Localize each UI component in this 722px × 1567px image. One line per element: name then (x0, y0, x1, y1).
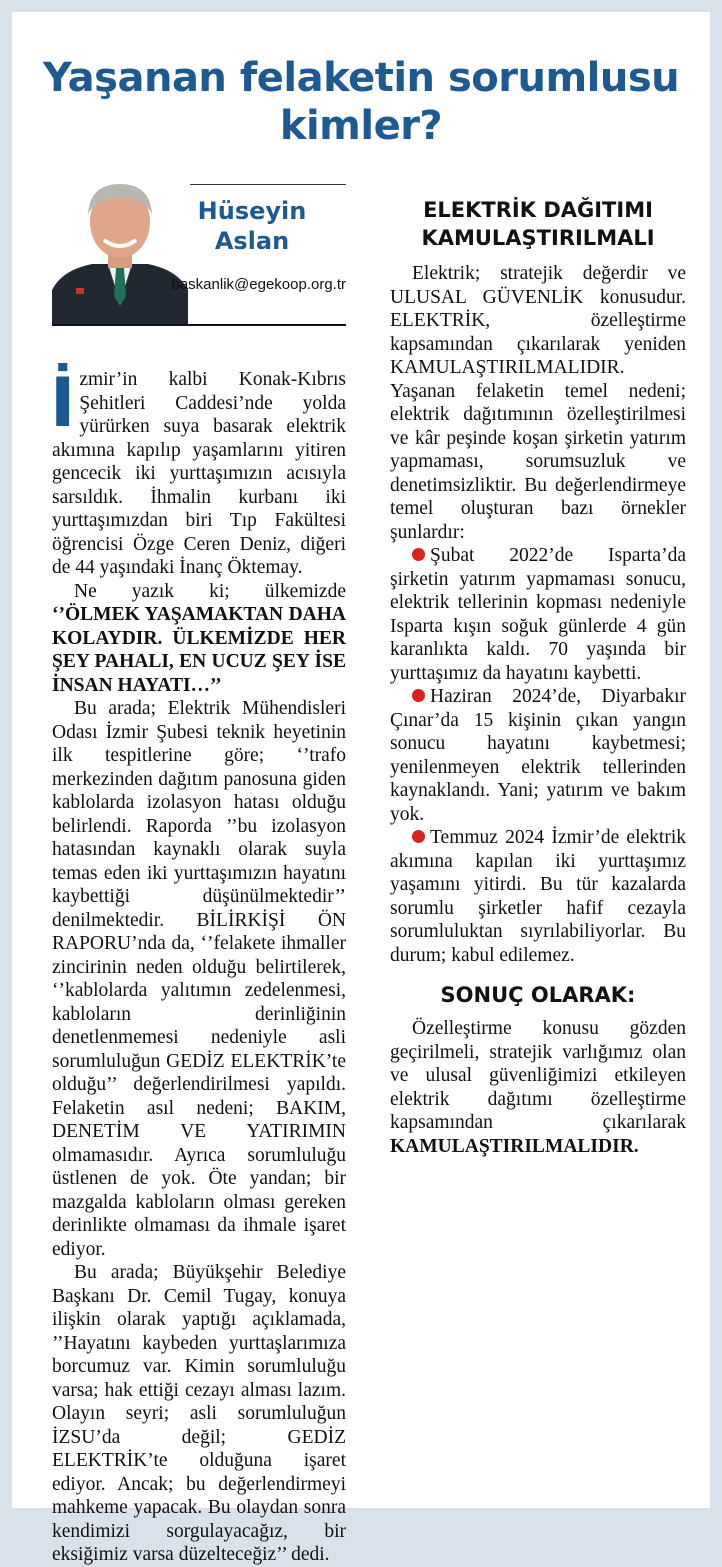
section-1-paragraph: Elektrik; stratejik değerdir ve ULUSAL GÜVENLİK konusudur. ELEKTRİK, özelleştirme kapsamından çıkarılarak yeniden KAMULAŞTIRILMALIDIR. Yaşanan felaketin temel nedeni; elektrik dağıtımının özelleştirilmesi ve kâr peşinde koşan şirketin yatırım yapmaması, sorumsuzluk ve denetimsizliktir. Bu değerlendirmeye temel oluşturan bazı örnekler şunlardır: (390, 263, 686, 543)
column-left (50, 364, 346, 1567)
paragraph-4: Bu arada; Büyükşehir Belediye Başkanı Dr. Cemil Tugay, konuya ilişkin olarak yaptığı açıklamada, ’’Hayatını kaybeden yurttaşlarımıza borcumuz var. Kimin sorumluluğu varsa; hak ettiği cezayı alması lazım. Olayın seyri; asli sorumluluğun İZSU’da değil; GEDİZ ELEKTRİK’te olduğuna işaret ediyor. Ancak; bu değerlendirmeyi mahkeme yapacak. Bu olaydan sonra kendimizi sorgulayacağız, bir eksiğimiz varsa düzelteceğiz’’ dedi. (52, 1262, 346, 1565)
author-name: Hüseyin Aslan (197, 197, 307, 255)
author-email: baskanlik@egekoop.org.tr (171, 276, 346, 293)
paragraph-2 (52, 580, 346, 698)
bullet-item (390, 685, 686, 826)
bullet-item (390, 826, 686, 967)
paragraph-1 (50, 364, 346, 580)
bullet-text: Haziran 2024’de, Diyarbakır Çınar’da 15 kişinin çıkan yangın sonucu hayatını kaybetmesi; yenilenmeyen elektrik tellerinden kaynaklandı. Yani; yatırım ve bakım yok. (390, 686, 686, 825)
column-right (390, 178, 686, 1158)
red-bullet-icon (412, 689, 425, 702)
byline-top-rule (190, 184, 346, 185)
bullet-item (390, 544, 686, 685)
newspaper-page (12, 12, 710, 1565)
conclusion-emphasis: KAMULAŞTIRILMALIDIR. (390, 1135, 639, 1157)
conclusion-text: Özelleştirme konusu gözden geçirilmeli, stratejik varlığımız olan ve ulusal güvenliğimizi etkileyen elektrik dağıtımı özelleştirme kapsamından çıkarılarak (390, 1018, 686, 1133)
red-bullet-icon (412, 830, 425, 843)
paragraph-1-text: zmir’in kalbi Konak-Kıbrıs Şehitleri Caddesi’nde yolda yürürken suya basarak elektrik akımına kapılıp yaşamlarını yitiren gencecik iki yurttaşımızın acısıyla sarsıldık. İhmalin kurbanı iki yurttaşımızdan biri Tıp Fakültesi öğrencisi Özge Ceren Deniz, diğeri de 44 yaşındaki İnanç Öktemay. (52, 369, 346, 578)
bullet-text: Temmuz 2024 İzmir’de elektrik akımına kapılan iki yurttaşımız yaşamını yitirdi. Bu tür kazalarda sorumlu şirketler hafif cezayla sorumluluktan sıyrılabiliyorlar. Bu durum; kabul edilemez. (390, 827, 686, 966)
bullet-text: Şubat 2022’de Isparta’da şirketin yatırım yapmaması sonucu, elektrik tellerinin kopması nedeniyle Isparta kışın soğuk günlerde 4 gün karanlıkta kaldı. 70 yaşında bir yurttaşımız da hayatını kaybetti. (390, 545, 686, 684)
article-title: Yaşanan felaketin sorumlusu kimler? (42, 55, 680, 149)
red-bullet-icon (412, 548, 425, 561)
drop-cap: İ (50, 364, 76, 443)
paragraph-2-intro: Ne yazık ki; ülkemizde (74, 580, 346, 602)
paragraph-3: Bu arada; Elektrik Mühendisleri Odası İzmir Şubesi teknik heyetinin ilk tespitlerine göre; ‘’trafo merkezinden dağıtım panosuna giden kablolarda izolasyon hatası olduğu belirlendi. Raporda ’’bu izolasyon hatasından kaynaklı olarak suyla temas eden iki yurttaşımızın hayatını kaybettiği düşünülmektedir’’ denilmektedir. BİLİRKİŞİ ÖN RAPORU’nda da, ‘’felakete ihmaller zincirinin neden olduğu belirtilerek, ‘’kablolarda yalıtımın zedelenmesi, kabloların derinliğinin denetlenmemesi nedeniyle asli sorumluluğun GEDİZ ELEKTRİK’te olduğu’’ değerlendirilmesi yapıldı. Felaketin asıl nedeni; BAKIM, DENETİM VE YATIRIMIN olmamasıdır. Ayrıca sorumluluğu üstlenen de yok. Öte yandan; bir mazgalda kabloların olması gereken derinlikte olmaması da ihmale işaret ediyor. (52, 698, 346, 1260)
author-byline (52, 172, 352, 324)
section-heading-sonuc: SONUÇ OLARAK: (440, 983, 636, 1007)
byline-bottom-rule (52, 324, 346, 326)
conclusion-paragraph (390, 1017, 686, 1158)
section-heading-elektrik: ELEKTRİK DAĞITIMI KAMULAŞTIRILMALI (421, 198, 655, 250)
paragraph-2-emphasis: ‘’ÖLMEK YAŞAMAKTAN DAHA KOLAYDIR. ÜLKEMİZDE HER ŞEY PAHALI, EN UCUZ ŞEY İSE İNSAN HAYATI…’’ (52, 604, 346, 696)
